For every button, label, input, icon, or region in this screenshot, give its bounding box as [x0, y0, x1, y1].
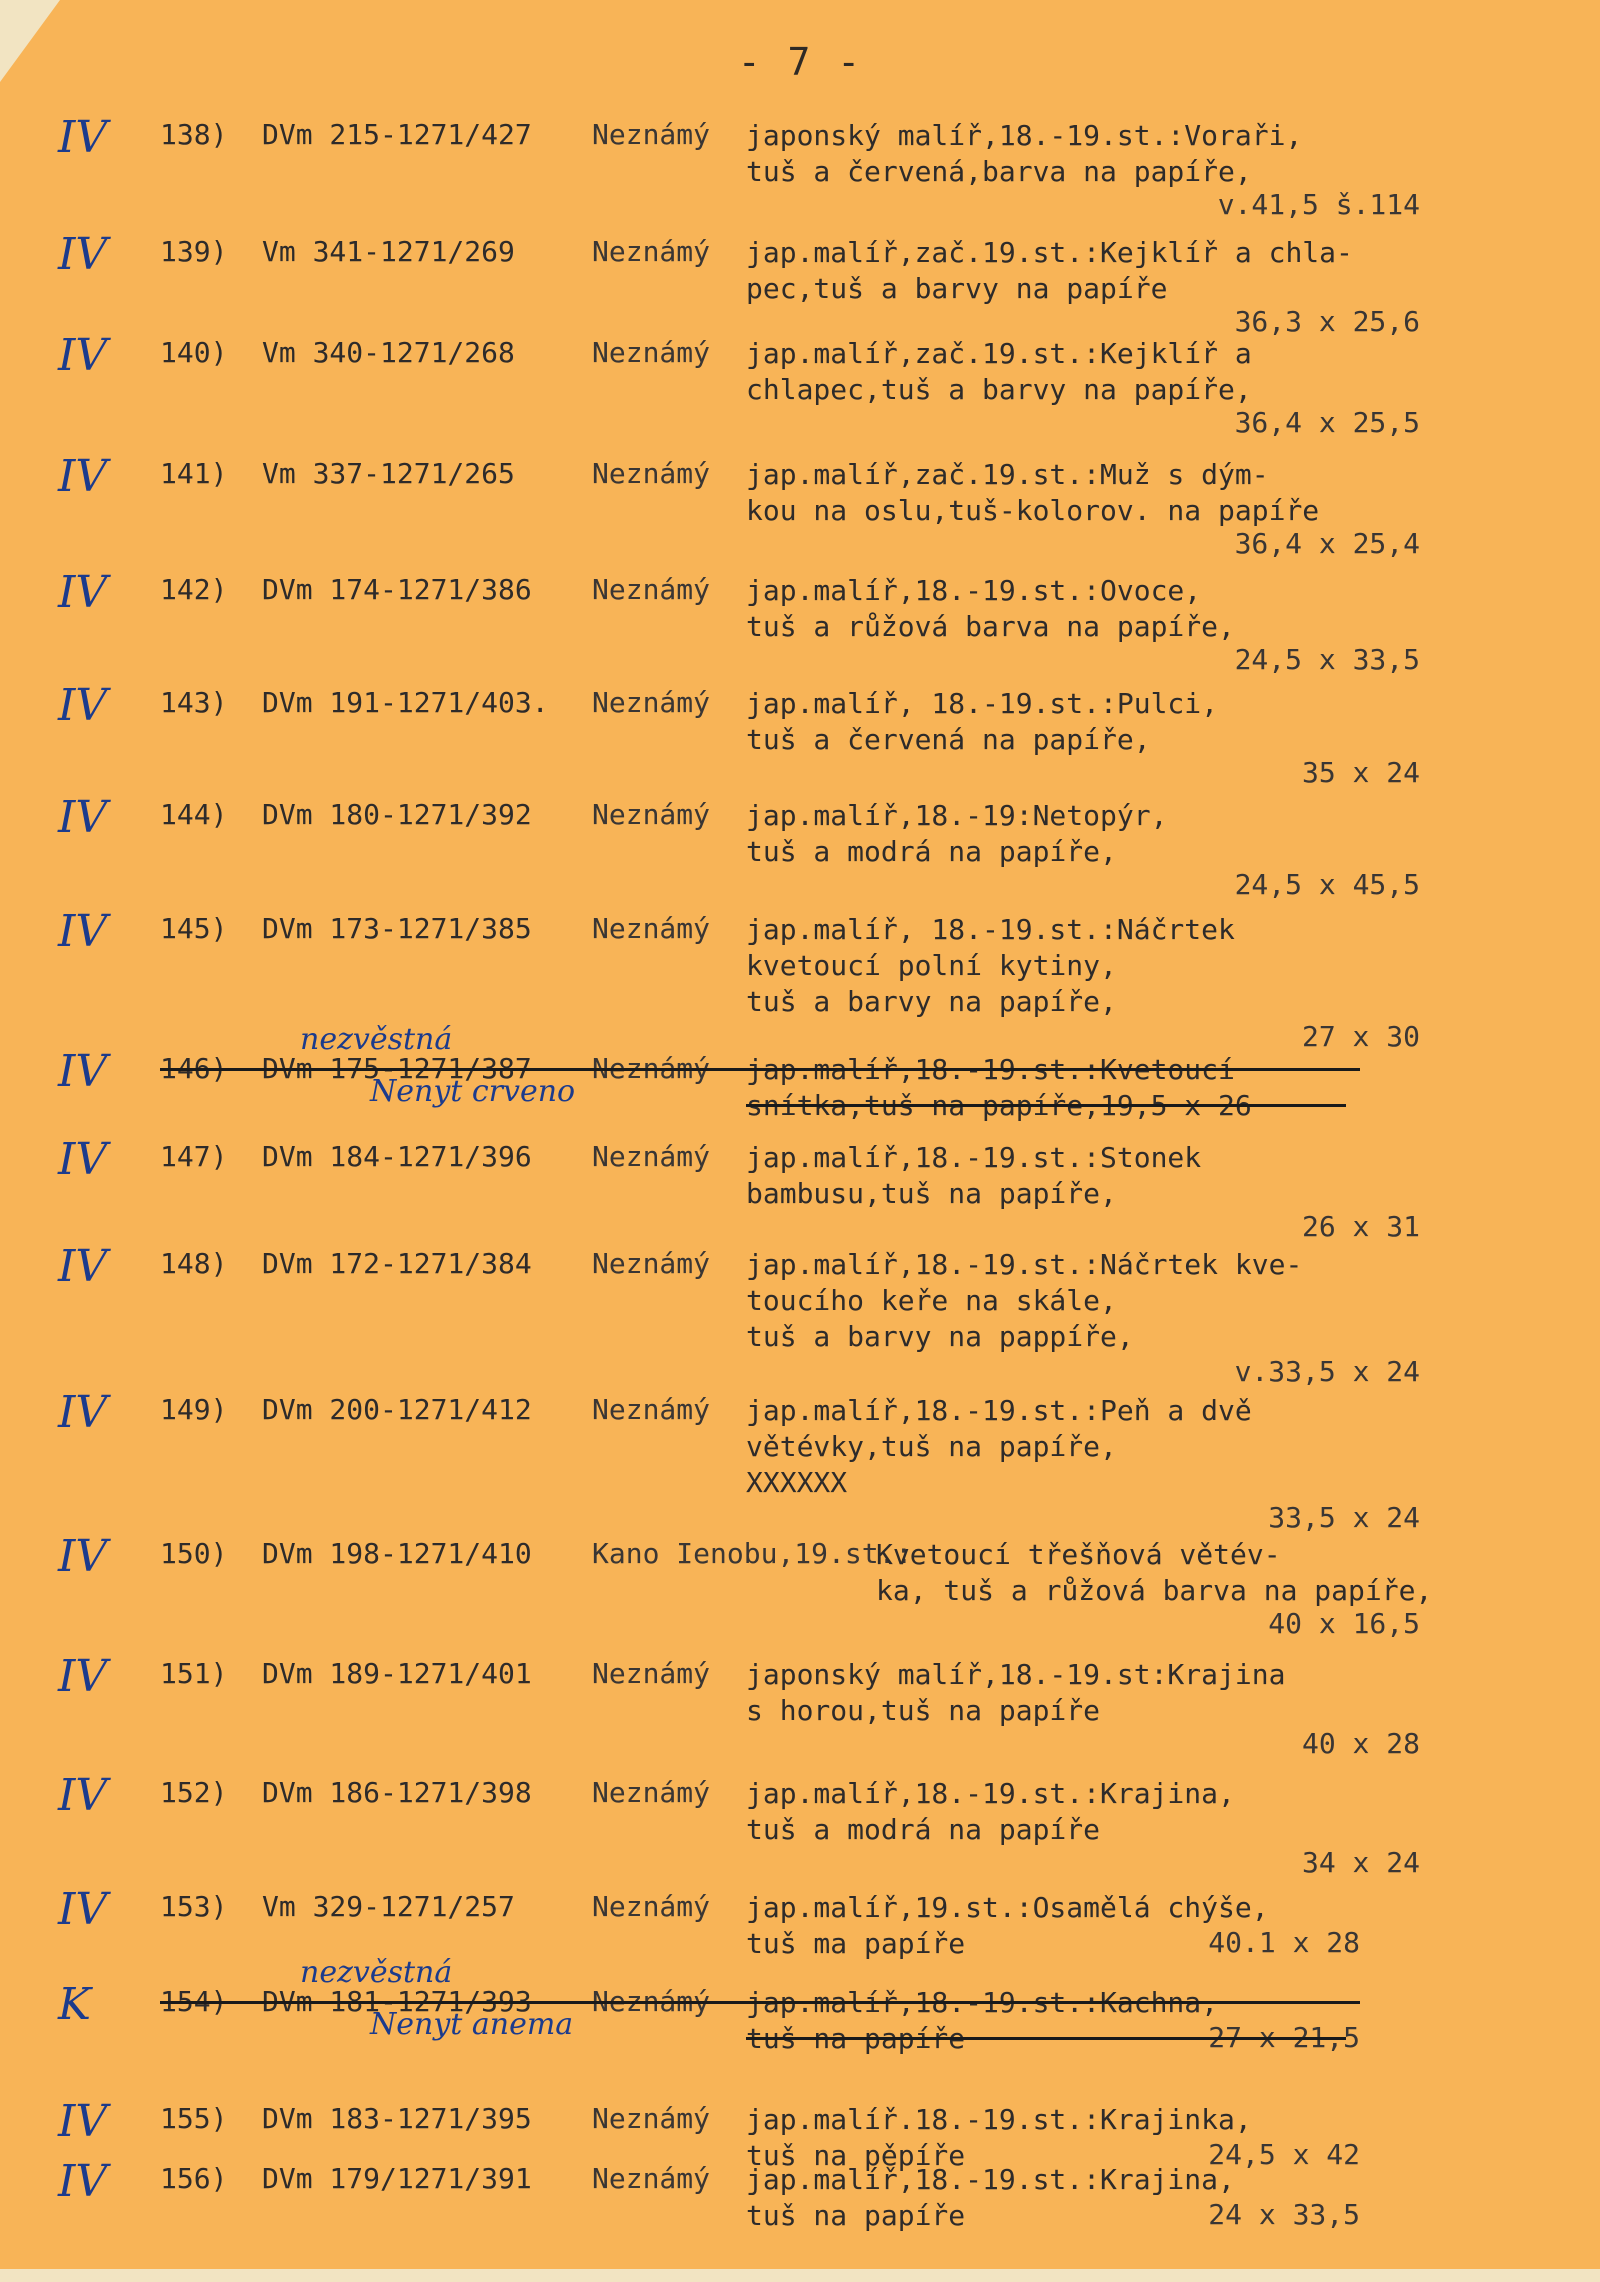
artist: Neznámý	[592, 1247, 711, 1280]
handwritten-mark: IV	[58, 229, 108, 280]
artist: Neznámý	[592, 2162, 711, 2195]
artist: Neznámý	[592, 336, 711, 369]
catalog-entry	[0, 1241, 1600, 1388]
catalog-entry	[0, 1770, 1600, 1896]
artist: Neznámý	[592, 1657, 711, 1690]
artist: Neznámý	[592, 798, 711, 831]
dimensions: 36,4 x 25,5	[1234, 406, 1420, 439]
description: Kvetoucí třešňová větév- ka, tuš a růžová barva na papíře,	[876, 1538, 1433, 1607]
handwritten-note: nezvěstná	[300, 1022, 453, 1057]
handwritten-mark: IV	[58, 1884, 108, 1935]
catalog-number: DVm 173-1271/385	[262, 912, 532, 945]
artist: Neznámý	[592, 1140, 711, 1173]
catalog-entry	[0, 330, 1600, 456]
handwritten-mark: IV	[58, 1387, 108, 1438]
entry-number: 138)	[160, 118, 228, 151]
handwritten-note: Nenyt crveno	[370, 1074, 576, 1109]
catalog-entry	[0, 1387, 1600, 1534]
catalog-number: DVm 179/1271/391	[262, 2162, 532, 2195]
catalog-number: DVm 191-1271/403.	[262, 686, 549, 719]
catalog-number: Vm 337-1271/265	[262, 457, 515, 490]
dimensions: 36,3 x 25,6	[1234, 305, 1420, 338]
strikethrough-line	[160, 2001, 1360, 2004]
dimensions: 40 x 16,5	[1268, 1607, 1420, 1640]
strikethrough-line	[746, 2037, 1346, 2040]
artist: Neznámý	[592, 1052, 711, 1085]
entry-number: 141)	[160, 457, 228, 490]
artist: Kano Ienobu,19.st.:	[592, 1537, 913, 1570]
dimensions: 24,5 x 33,5	[1234, 643, 1420, 676]
entry-number: 140)	[160, 336, 228, 369]
catalog-entry	[0, 112, 1600, 238]
entry-number: 153)	[160, 1890, 228, 1923]
entry-number: 143)	[160, 686, 228, 719]
entry-number: 154)	[160, 1985, 228, 2018]
handwritten-mark: IV	[58, 2156, 108, 2207]
dimensions: 26 x 31	[1301, 1210, 1420, 1243]
description: jap.malíř,18.-19.st.:Peň a dvě větévky,tuš na papíře, XXXXXX	[746, 1394, 1252, 1499]
description: jap.malíř,18.-19.st.:Kachna, tuš na papíře	[746, 1986, 1219, 2055]
entry-number: 139)	[160, 235, 228, 268]
entry-number: 147)	[160, 1140, 228, 1173]
entry-number: 149)	[160, 1393, 228, 1426]
handwritten-mark: IV	[58, 1046, 108, 1097]
dimensions: 24,5 x 45,5	[1234, 868, 1420, 901]
dimensions: v.41,5 š.114	[1217, 188, 1420, 221]
catalog-entry	[0, 1955, 1600, 2105]
artist: Neznámý	[592, 1776, 711, 1809]
catalog-number: DVm 198-1271/410	[262, 1537, 532, 1570]
description: jap.malíř,18.-19:Netopýr, tuš a modrá na papíře,	[746, 799, 1168, 868]
artist: Neznámý	[592, 1393, 711, 1426]
handwritten-mark: IV	[58, 680, 108, 731]
entry-number: 145)	[160, 912, 228, 945]
catalog-number: DVm 189-1271/401	[262, 1657, 532, 1690]
catalog-number: DVm 186-1271/398	[262, 1776, 532, 1809]
description: jap.malíř,zač.19.st.:Kejklíř a chla- pec,tuš a barvy na papíře	[746, 236, 1353, 305]
dimensions: 33,5 x 24	[1268, 1501, 1420, 1534]
entry-number: 155)	[160, 2102, 228, 2135]
handwritten-mark: K	[58, 1979, 91, 2030]
catalog-entry	[0, 1134, 1600, 1260]
dimensions: 40 x 28	[1301, 1727, 1420, 1760]
strikethrough-line	[746, 1104, 1346, 1107]
handwritten-mark: IV	[58, 1241, 108, 1292]
catalog-number: DVm 172-1271/384	[262, 1247, 532, 1280]
entry-number: 148)	[160, 1247, 228, 1280]
catalog-entry	[0, 451, 1600, 577]
description: jap.malíř,zač.19.st.:Muž s dým- kou na oslu,tuš-kolorov. na papíře	[746, 458, 1320, 527]
description: jap.malíř,zač.19.st.:Kejklíř a chlapec,tuš a barvy na papíře,	[746, 337, 1252, 406]
dimensions: 34 x 24	[1301, 1846, 1420, 1879]
handwritten-mark: IV	[58, 451, 108, 502]
handwritten-mark: IV	[58, 906, 108, 957]
dimensions: 40.1 x 28	[1208, 1926, 1360, 1959]
catalog-number: DVm 181-1271/393	[262, 1985, 532, 2018]
strikethrough-line	[160, 1068, 1360, 1071]
handwritten-mark: IV	[58, 1770, 108, 1821]
catalog-entry	[0, 567, 1600, 693]
catalog-entry	[0, 1651, 1600, 1777]
catalog-number: DVm 200-1271/412	[262, 1393, 532, 1426]
catalog-entry	[0, 680, 1600, 806]
catalog-number: DVm 175-1271/387	[262, 1052, 532, 1085]
handwritten-mark: IV	[58, 1134, 108, 1185]
description: jap.malíř,18.-19.st.:Náčrtek kve- toucího keře na skále, tuš a barvy na pappíře,	[746, 1248, 1303, 1353]
handwritten-note: Nenyt anema	[370, 2007, 574, 2042]
handwritten-mark: IV	[58, 1531, 108, 1582]
dimensions: v.33,5 x 24	[1234, 1355, 1420, 1388]
artist: Neznámý	[592, 1890, 711, 1923]
catalog-number: DVm 183-1271/395	[262, 2102, 532, 2135]
description: jap.malíř,18.-19.st.:Ovoce, tuš a růžová barva na papíře,	[746, 574, 1235, 643]
artist: Neznámý	[592, 457, 711, 490]
entry-number: 144)	[160, 798, 228, 831]
dimensions: 27 x 21,5	[1208, 2021, 1360, 2054]
entry-number: 150)	[160, 1537, 228, 1570]
handwritten-mark: IV	[58, 1651, 108, 1702]
dimensions: 24 x 33,5	[1208, 2198, 1360, 2231]
dimensions: 35 x 24	[1301, 756, 1420, 789]
description: japonský malíř,18.-19.st:Krajina s horou,tuš na papíře	[746, 1658, 1286, 1727]
description: japonský malíř,18.-19.st.:Voraři, tuš a červená,barva na papíře,	[746, 119, 1303, 188]
catalog-entry	[0, 792, 1600, 918]
description: jap.malíř,18.-19.st.:Krajina, tuš na papíře	[746, 2163, 1235, 2232]
dimensions: 36,4 x 25,4	[1234, 527, 1420, 560]
catalog-number: Vm 329-1271/257	[262, 1890, 515, 1923]
artist: Neznámý	[592, 1985, 711, 2018]
catalog-number: Vm 341-1271/269	[262, 235, 515, 268]
dimensions: 27 x 30	[1301, 1020, 1420, 1053]
description: jap.malíř,19.st.:Osamělá chýše, tuš ma papíře	[746, 1891, 1269, 1960]
description: jap.malíř, 18.-19.st.:Náčrtek kvetoucí polní kytiny, tuš a barvy na papíře,	[746, 913, 1235, 1018]
catalog-number: DVm 180-1271/392	[262, 798, 532, 831]
handwritten-mark: IV	[58, 112, 108, 163]
catalog-entry	[0, 1531, 1600, 1657]
dimensions: 24,5 x 42	[1208, 2138, 1360, 2171]
artist: Neznámý	[592, 912, 711, 945]
entry-number: 152)	[160, 1776, 228, 1809]
artist: Neznámý	[592, 2102, 711, 2135]
entry-number: 156)	[160, 2162, 228, 2195]
description: jap.malíř,18.-19.st.:Krajina, tuš a modrá na papíře	[746, 1777, 1235, 1846]
catalog-number: DVm 184-1271/396	[262, 1140, 532, 1173]
artist: Neznámý	[592, 235, 711, 268]
artist: Neznámý	[592, 573, 711, 606]
catalog-number: DVm 215-1271/427	[262, 118, 532, 151]
entry-number: 146)	[160, 1052, 228, 1085]
description: jap.malíř,18.-19.st.:Kvetoucí snítka,tuš na papíře,19,5 x 26	[746, 1053, 1252, 1122]
description: jap.malíř,18.-19.st.:Stonek bambusu,tuš na papíře,	[746, 1141, 1202, 1210]
artist: Neznámý	[592, 118, 711, 151]
page-number: - 7 -	[737, 40, 863, 84]
handwritten-mark: IV	[58, 2096, 108, 2147]
entry-number: 151)	[160, 1657, 228, 1690]
catalog-number: Vm 340-1271/268	[262, 336, 515, 369]
handwritten-note: nezvěstná	[300, 1955, 453, 1990]
description: jap.malíř.18.-19.st.:Krajinka, tuš na pěpíře	[746, 2103, 1252, 2172]
catalog-number: DVm 174-1271/386	[262, 573, 532, 606]
handwritten-mark: IV	[58, 330, 108, 381]
description: jap.malíř, 18.-19.st.:Pulci, tuš a červená na papíře,	[746, 687, 1219, 756]
entry-number: 142)	[160, 573, 228, 606]
handwritten-mark: IV	[58, 792, 108, 843]
handwritten-mark: IV	[58, 567, 108, 618]
artist: Neznámý	[592, 686, 711, 719]
catalog-entry	[0, 2156, 1600, 2282]
